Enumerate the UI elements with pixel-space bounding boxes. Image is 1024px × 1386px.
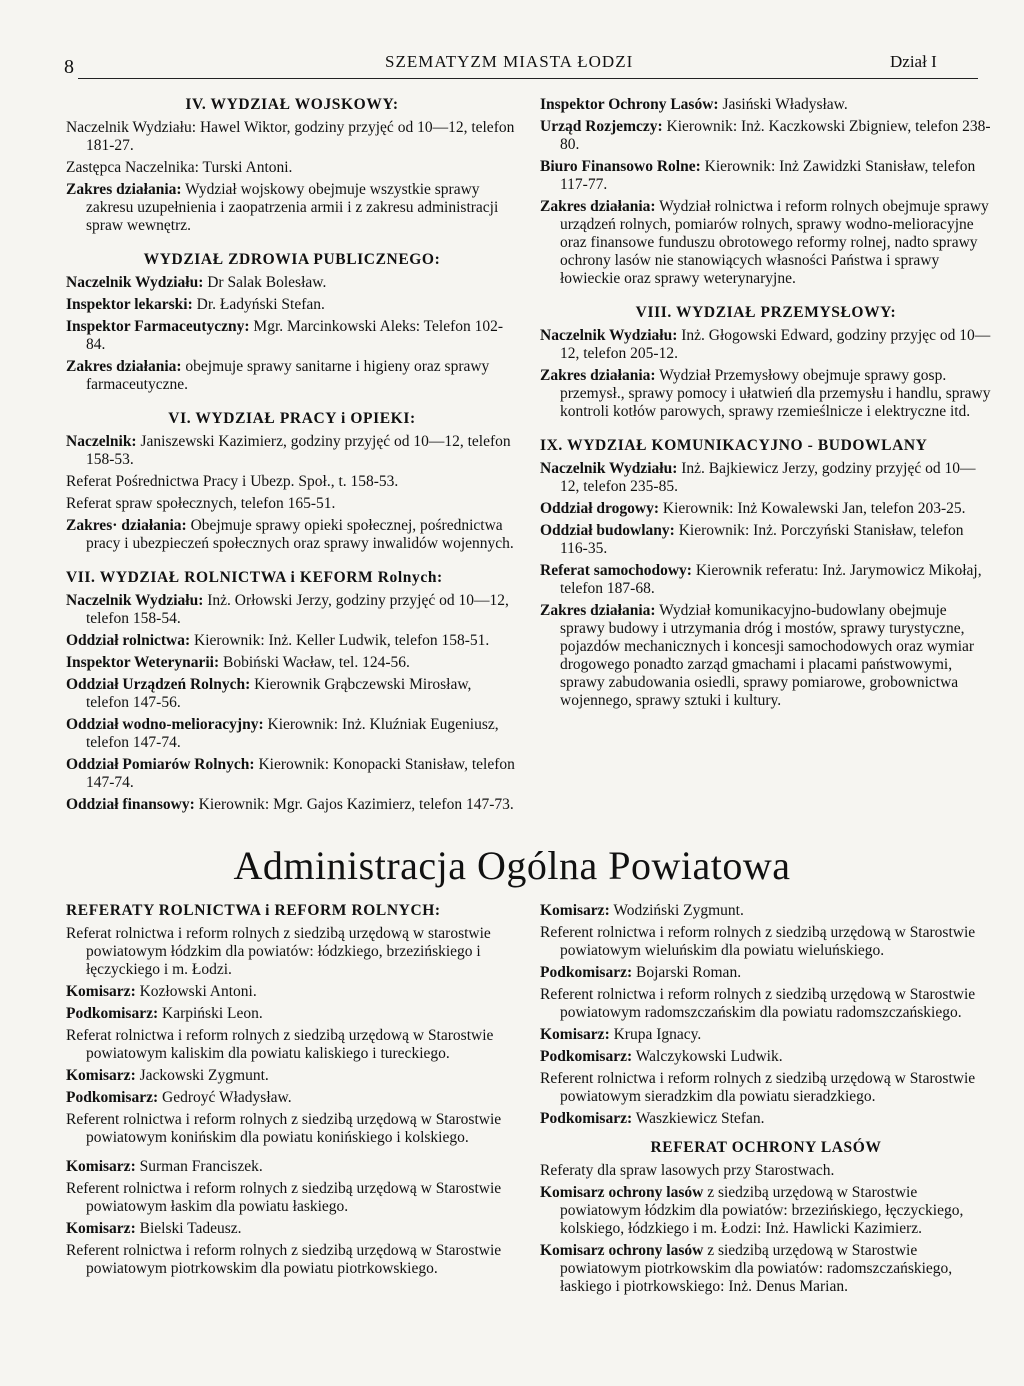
- entry: [66, 181, 518, 235]
- entry: [540, 964, 992, 982]
- entry: [540, 500, 992, 518]
- entry: [540, 1184, 992, 1238]
- entry-value: Gedroyć Władysław.: [162, 1089, 292, 1106]
- entry-value: Kierownik: Konopacki Stanisław, telefon 147-74.: [86, 756, 515, 791]
- entry-value: Dr Salak Bolesław.: [207, 274, 327, 291]
- column-right-top: [540, 96, 992, 714]
- entry-key: Komisarz ochrony lasów: [540, 1242, 704, 1259]
- entry: Referat rolnictwa i reform rolnych z siedzibą urzędową w starostwie powiatowym łódzkim dla powiatów: łódzkiego, brzezińskiego i łęczyckiego i m. Łodzi.: [66, 925, 491, 978]
- entry: [66, 676, 518, 712]
- entry-value: Dr. Ładyński Stefan.: [196, 296, 325, 313]
- entry-value: Wydział rolnictwa i reform rolnych obejmuje sprawy urządzeń rolnych, pomiarów rolnych, sprawy wodno-melioracyjne oraz finansowe funduszu obrotowego reformy rolnej, nadto sprawy ochrony lasów nie stanowiących własności Państwa i sprawy łowieckie oraz sprawy weterynaryjne.: [560, 198, 989, 287]
- section-heading: REFERATY ROLNICTWA i REFORM ROLNYCH:: [66, 902, 441, 919]
- entry-value: Wydział Przemysłowy obejmuje sprawy gosp. przemysł., sprawy pomocy i ułatwień dla przemysłu i handlu, sprawy kontroli kotłów parowych, sprawy rzemieślnicze i elektryczne itd.: [560, 367, 991, 420]
- entry-key: Komisarz:: [66, 1220, 136, 1237]
- entry-key: Naczelnik Wydziału:: [66, 274, 204, 291]
- entry: [540, 1026, 992, 1044]
- entry: [540, 367, 992, 421]
- entry: [540, 602, 992, 710]
- entry: Referat Pośrednictwa Pracy i Ubezp. Społ., t. 158-53.: [66, 473, 399, 490]
- entry: [66, 756, 518, 792]
- entry: [66, 1089, 518, 1107]
- entry-key: Zakres działania:: [66, 358, 182, 375]
- entry-value: Kierownik: Inż Zawidzki Stanisław, telefon 117-77.: [560, 158, 976, 193]
- entry: [540, 522, 992, 558]
- entry-key: Naczelnik Wydziału:: [540, 460, 678, 477]
- entry-value: Walczykowski Ludwik.: [635, 1048, 783, 1065]
- entry-value: Kierownik referatu: Inż. Jarymowicz Mikołaj, telefon 187-68.: [560, 562, 982, 597]
- entry-value: Obejmuje sprawy opieki społecznej, pośrednictwa pracy i ubezpieczeń społecznych oraz sprawy inwalidów wojennych.: [86, 517, 514, 552]
- entry-key: Komisarz:: [540, 902, 610, 919]
- entry-value: Kierownik: Inż Kowalewski Jan, telefon 203-25.: [662, 500, 966, 517]
- entry-value: Wodziński Zygmunt.: [613, 902, 744, 919]
- entry-key: Podkomisarz:: [540, 964, 633, 981]
- column-right-bottom: [540, 902, 992, 1300]
- entry-value: Inż. Bajkiewicz Jerzy, godziny przyjęć od 10—12, telefon 235-85.: [560, 460, 976, 495]
- entry-key: Komisarz ochrony lasów: [540, 1184, 704, 1201]
- entry-key: Zakres działania:: [66, 181, 182, 198]
- entry: [540, 902, 992, 920]
- entry: [540, 1048, 992, 1066]
- entry-value: z siedzibą urzędową w Starostwie powiatowym piotrkowskim dla powiatów: radomszczańskiego, łaskiego i piotrkowskiego: Inż. Denus Marian.: [560, 1242, 953, 1295]
- entry: [66, 796, 518, 814]
- header-rule: [78, 78, 978, 79]
- entry: Referat rolnictwa i reform rolnych z siedzibą urzędową w Starostwie powiatowym kaliskim dla powiatu kaliskiego i tureckiego.: [66, 1027, 494, 1062]
- entry-key: Zakres działania:: [540, 367, 656, 384]
- entry: [540, 460, 992, 496]
- entry-key: Podkomisarz:: [66, 1089, 159, 1106]
- entry-key: Oddział finansowy:: [66, 796, 195, 813]
- page-number: 8: [64, 56, 74, 78]
- entry: [540, 158, 992, 194]
- entry: Referent rolnictwa i reform rolnych z siedzibą urzędową w Starostwie powiatowym radomszczańskim dla powiatu radomszczańskiego.: [540, 986, 976, 1021]
- entry: [540, 327, 992, 363]
- main-title: Administracja Ogólna Powiatowa: [233, 843, 791, 888]
- entry-value: Kierownik Grąbczewski Mirosław, telefon 147-56.: [86, 676, 472, 711]
- entry-value: Kierownik: Mgr. Gajos Kazimierz, telefon 147-73.: [198, 796, 514, 813]
- entry-value: Karpiński Leon.: [162, 1005, 263, 1022]
- entry-key: Komisarz:: [66, 1158, 136, 1175]
- entry: Referaty dla spraw lasowych przy Starostwach.: [540, 1162, 835, 1179]
- entry-key: Inspektor Weterynarii:: [66, 654, 220, 671]
- entry-value: Wydział wojskowy obejmuje wszystkie sprawy zakresu uzupełnienia i zaopatrzenia armii i z zakresu administracji spraw wewnętrz.: [86, 181, 499, 234]
- entry: [540, 562, 992, 598]
- entry-value: Bobiński Wacław, tel. 124-56.: [223, 654, 410, 671]
- entry-value: Inż. Orłowski Jerzy, godziny przyjęć od 10—12, telefon 158-54.: [86, 592, 509, 627]
- entry-key: Inspektor Ochrony Lasów:: [540, 96, 719, 113]
- entry: [540, 96, 992, 114]
- entry-value: Bielski Tadeusz.: [139, 1220, 242, 1237]
- section-heading: IX. WYDZIAŁ KOMUNIKACYJNO - BUDOWLANY: [540, 437, 928, 454]
- entry-value: Hawel Wiktor, godziny przyjęć od 10—12, telefon 181-27.: [86, 119, 515, 154]
- section-heading: VII. WYDZIAŁ ROLNICTWA i KEFORM Rolnych:: [66, 569, 443, 586]
- section-heading: VI. WYDZIAŁ PRACY i OPIEKI:: [168, 410, 416, 427]
- entry-value: Kierownik: Inż. Porczyński Stanisław, telefon 116-35.: [560, 522, 964, 557]
- entry-value: Kozłowski Antoni.: [139, 983, 257, 1000]
- entry-value: Bojarski Roman.: [636, 964, 742, 981]
- entry-value: Kierownik: Inż. Kluźniak Eugeniusz, telefon 147-74.: [86, 716, 499, 751]
- entry: [66, 1220, 518, 1238]
- entry: Referent rolnictwa i reform rolnych z siedzibą urzędową w Starostwie powiatowym sieradzkim dla powiatu sieradzkiego.: [540, 1070, 976, 1105]
- entry: [66, 296, 518, 314]
- entry-key: Inspektor lekarski:: [66, 296, 193, 313]
- entry-value: Waszkiewicz Stefan.: [635, 1110, 765, 1127]
- entry: Referent rolnictwa i reform rolnych z siedzibą urzędową w Starostwie powiatowym wieluńskim dla powiatu wieluńskiego.: [540, 924, 976, 959]
- entry: [66, 1005, 518, 1023]
- entry-key: Oddział Pomiarów Rolnych:: [66, 756, 255, 773]
- entry-key: Biuro Finansowo Rolne:: [540, 158, 701, 175]
- entry-key: Oddział wodno-melioracyjny:: [66, 716, 264, 733]
- entry-key: Komisarz:: [66, 1067, 136, 1084]
- entry: [66, 654, 518, 672]
- entry-key: Podkomisarz:: [540, 1048, 633, 1065]
- entry-key: Oddział rolnictwa:: [66, 632, 191, 649]
- entry: Referat spraw społecznych, telefon 165-51.: [66, 495, 336, 512]
- entry: [66, 716, 518, 752]
- entry-value: Kierownik: Inż. Kaczkowski Zbigniew, telefon 238-80.: [560, 118, 991, 153]
- entry-value: Janiszewski Kazimierz, godziny przyjęć od 10—12, telefon 158-53.: [86, 433, 511, 468]
- entry: [66, 983, 518, 1001]
- entry: Zastępca Naczelnika: Turski Antoni.: [66, 159, 293, 176]
- entry-value: Krupa Ignacy.: [613, 1026, 702, 1043]
- entry: [540, 1110, 992, 1128]
- entry: [66, 119, 518, 155]
- entry-value: obejmuje sprawy sanitarne i higieny oraz sprawy farmaceutyczne.: [86, 358, 490, 393]
- entry-key: Naczelnik:: [66, 433, 137, 450]
- entry-value: z siedzibą urzędową w Starostwie powiatowym łódzkim dla powiatów: brzezińskiego, łęczyckiego, kolskiego, łódzkiego i m. Łodzi: Inż. Hawlicki Kazimierz.: [560, 1184, 964, 1237]
- entry: Referent rolnictwa i reform rolnych z siedzibą urzędową w Starostwie powiatowym konińskim dla powiatu konińskiego i kolskiego.: [66, 1111, 502, 1146]
- entry: [66, 1067, 518, 1085]
- entry-key: Podkomisarz:: [66, 1005, 159, 1022]
- entry: [66, 517, 518, 553]
- entry-key: Referat samochodowy:: [540, 562, 692, 579]
- column-left-bottom: [66, 902, 518, 1282]
- entry: [66, 632, 518, 650]
- entry-key: Naczelnik Wydziału:: [66, 119, 197, 136]
- entry-key: Komisarz:: [540, 1026, 610, 1043]
- entry: [66, 592, 518, 628]
- entry-value: Jasiński Władysław.: [722, 96, 848, 113]
- entry-value: Mgr. Marcinkowski Aleks: Telefon 102-84.: [86, 318, 504, 353]
- section-heading: VIII. WYDZIAŁ PRZEMYSŁOWY:: [635, 304, 897, 321]
- entry: Referent rolnictwa i reform rolnych z siedzibą urzędową w Starostwie powiatowym piotrkowskim dla powiatu piotrkowskiego.: [66, 1242, 502, 1277]
- entry-key: Zakres działania:: [540, 198, 656, 215]
- entry-value: Surman Franciszek.: [139, 1158, 263, 1175]
- entry-key: Zakres· działania:: [66, 517, 187, 534]
- entry: [540, 198, 992, 288]
- entry: [540, 118, 992, 154]
- entry-value: Inż. Głogowski Edward, godziny przyjęc od 10—12, telefon 205-12.: [560, 327, 991, 362]
- section-label: Dział I: [890, 52, 937, 71]
- entry: [66, 1158, 518, 1176]
- entry-key: Naczelnik Wydziału:: [66, 592, 204, 609]
- entry: [66, 318, 518, 354]
- section-heading: WYDZIAŁ ZDROWIA PUBLICZNEGO:: [143, 251, 441, 268]
- entry: [540, 1242, 992, 1296]
- entry-key: Zakres działania:: [540, 602, 656, 619]
- entry: [66, 358, 518, 394]
- running-title: SZEMATYZM MIASTA ŁODZI: [385, 52, 634, 71]
- entry-key: Inspektor Farmaceutyczny:: [66, 318, 250, 335]
- entry: [66, 433, 518, 469]
- entry: Referent rolnictwa i reform rolnych z siedzibą urzędową w Starostwie powiatowym łaskim dla powiatu łaskiego.: [66, 1180, 502, 1215]
- section-heading: REFERAT OCHRONY LASÓW: [650, 1139, 882, 1156]
- section-heading: IV. WYDZIAŁ WOJSKOWY:: [185, 96, 399, 113]
- entry-key: Urząd Rozjemczy:: [540, 118, 663, 135]
- entry-value: Jackowski Zygmunt.: [139, 1067, 269, 1084]
- entry-value: Wydział komunikacyjno-budowlany obejmuje sprawy budowy i utrzymania dróg i mostów, sprawy turystyczne, pojazdów mechanicznych i koncesji samochodowych oraz wymiar drogowego ponadto zarząd gmachami i placami państwowymi, sprawy zabudowania osiedli, sprawy pomiarowe, grobownictwa wojennego, sprawy sztuki i kultury.: [560, 602, 975, 709]
- entry-key: Oddział drogowy:: [540, 500, 659, 517]
- entry-key: Oddział Urządzeń Rolnych:: [66, 676, 251, 693]
- entry: [66, 274, 518, 292]
- entry-key: Oddział budowlany:: [540, 522, 675, 539]
- entry-key: Naczelnik Wydziału:: [540, 327, 678, 344]
- entry-value: Kierownik: Inż. Keller Ludwik, telefon 158-51.: [194, 632, 490, 649]
- column-left-top: [66, 96, 518, 818]
- entry-key: Komisarz:: [66, 983, 136, 1000]
- entry-key: Podkomisarz:: [540, 1110, 633, 1127]
